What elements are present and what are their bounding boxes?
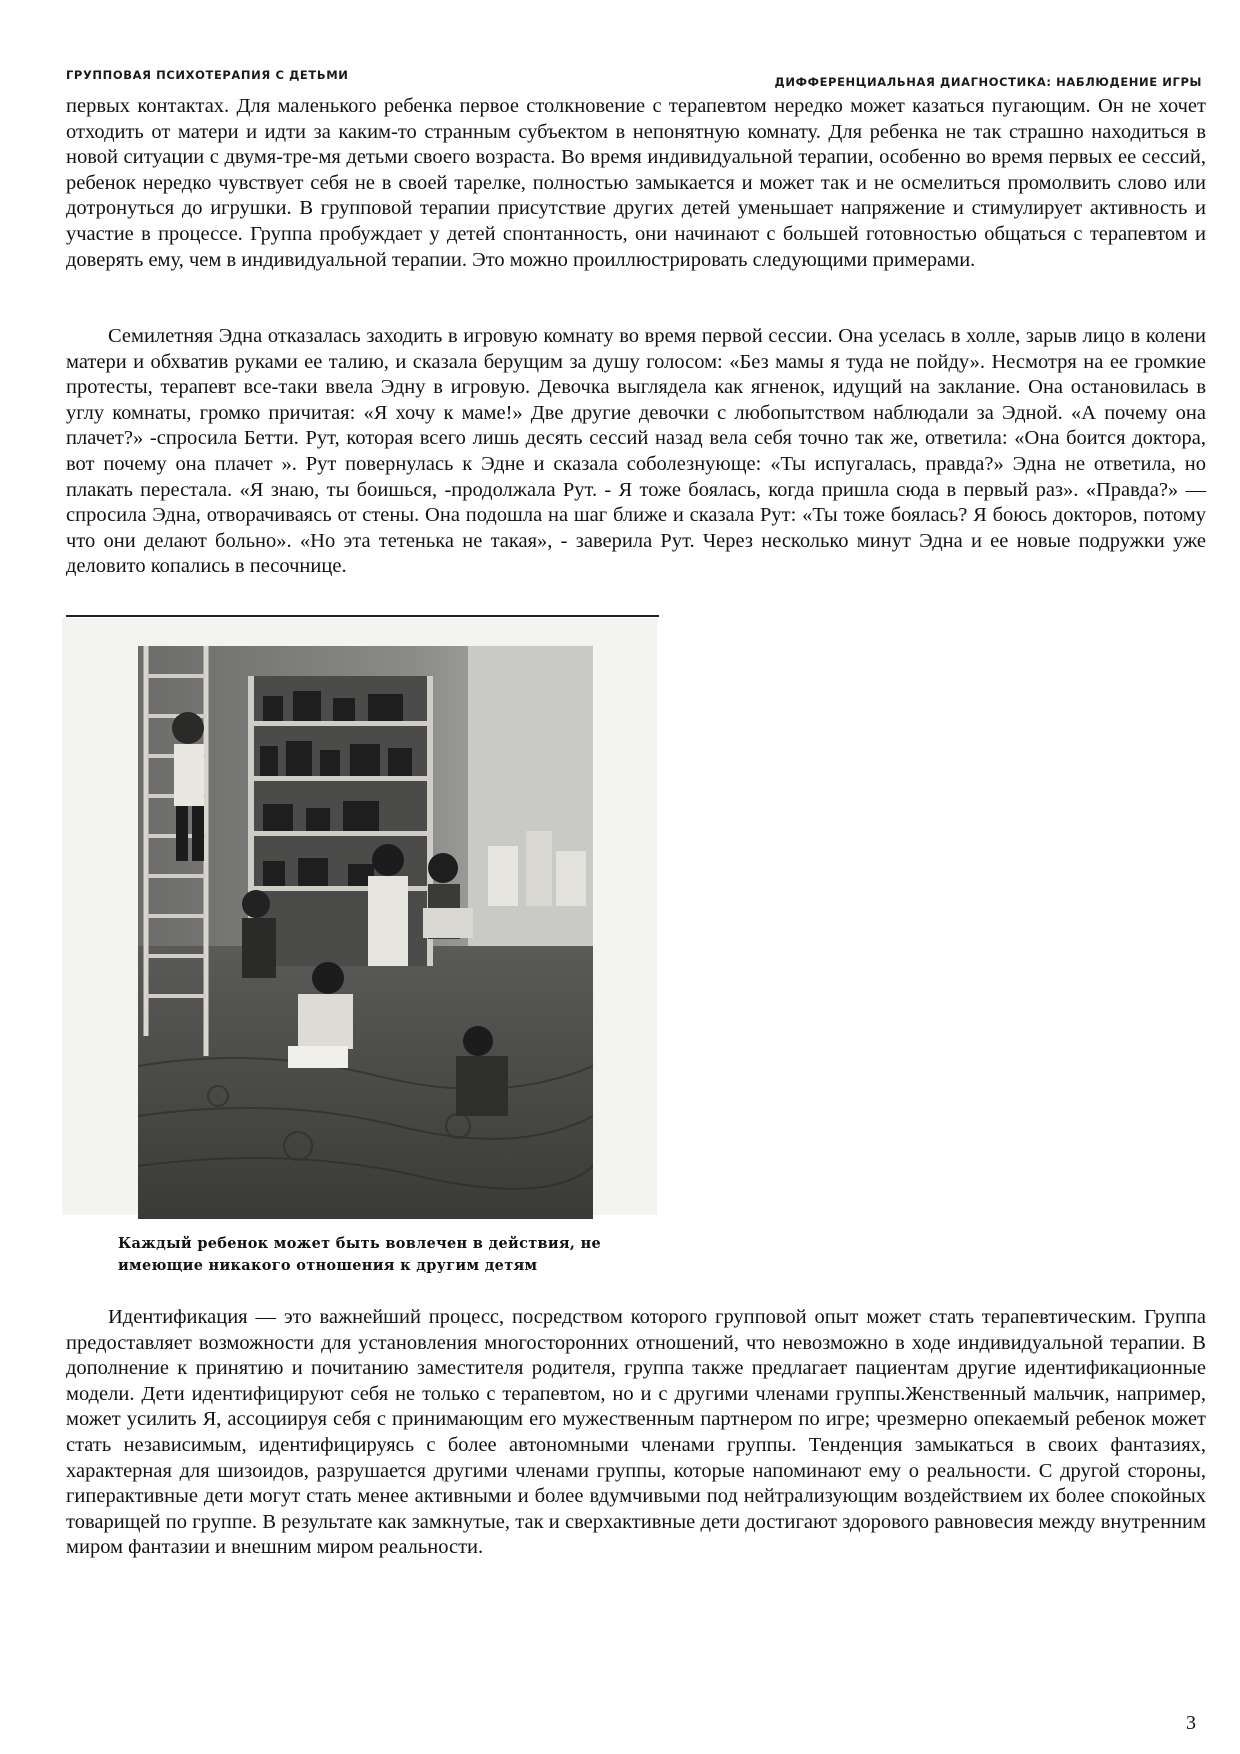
body-paragraph: Семилетняя Эдна отказалась заходить в игровую комнату во время первой сессии. Она уселась в холле, зарыв лицо в колени матери и обхватив руками ее талию, и сказала берущим за душу голосом: «Без мамы я туда не пойду». Несмотря на ее громкие протесты, терапевт все-таки ввела Эдну в игровую. Девочка выглядела как ягненок, идущий на заклание. Она остановилась в углу комнаты, громко причитая: «Я хочу к маме!» Две другие девочки с любопытством наблюдали за Эдной. «А почему она плачет?» -спросила Бетти. Рут, которая всего лишь десять сессий назад вела себя точно так же, ответила: «Она боится доктора, вот почему она плачет ». Рут повернулась к Эдне и сказала соболезнующе: «Ты испугалась, правда?» Эдна не ответила, но плакать перестала. «Я знаю, ты боишься, -продолжала Рут. - Я тоже боялась, когда пришла сюда в первый раз». «Правда?» — спросила Эдна, отворачиваясь от стены. Она подошла на шаг ближе и сказала Рут: «Ты тоже боялась? Я боюсь докторов, потому что они делают больно». «Но эта тетенька не такая», - заверила Рут. Через несколько минут Эдна и ее новые подружки уже деловито копались в песочнице. [66, 325, 1206, 578]
body-paragraph: Идентификация — это важнейший процесс, посредством которого групповой опыт может стать терапевтическим. Группа предоставляет возможности для установления многосторонних отношений, что невозможно в ходе индивидуальной терапии. В дополнение к принятию и почитанию заместителя родителя, группа также предлагает пациентам другие идентификационные модели. Дети идентифицируют себя не только с терапевтом, но и с другими членами группы.Женственный мальчик, например, может усилить Я, ассоциируя себя с принимающим его мужественным партнером по игре; чрезмерно опекаемый ребенок может стать независимым, идентифицируясь с более автономными членами группы. Тенденция замыкаться в своих фантазиях, характерная для шизоидов, разрушается другими членами группы, которые напоминают ему о реальности. С другой стороны, гиперактивные дети могут стать менее активными и более вдумчивыми под нейтрализующим воздействием их более спокойных товарищей по группе. В результате как замкнутые, так и сверхактивные дети достигают здорового равновесия между внутренним миром фантазии и внешним миром реальности. [66, 1306, 1206, 1559]
running-head-right: ДИФФЕРЕНЦИАЛЬНАЯ ДИАГНОСТИКА: НАБЛЮДЕНИЕ ИГРЫ [774, 75, 1202, 89]
playroom-photo-illustration [138, 646, 593, 1219]
figure-caption: Каждый ребенок может быть вовлечен в действия, не имеющие никакого отношения к другим детям [118, 1235, 602, 1274]
section-divider [66, 615, 659, 617]
running-head-left: ГРУППОВАЯ ПСИХОТЕРАПИЯ С ДЕТЬМИ [66, 68, 349, 82]
page-number: 3 [1186, 1712, 1196, 1734]
playroom-photo [138, 646, 593, 1219]
body-paragraph: первых контактах. Для маленького ребенка первое столкновение с терапевтом нередко может казаться пугающим. Он не хочет отходить от матери и идти за каким-то странным субъектом в непонятную комнату. Для ребенка не так страшно находиться в новой ситуации с двумя-тре-мя детьми своего возраста. Во время индивидуальной терапии, особенно во время первых ее сессий, ребенок нередко чувствует себя не в своей тарелке, полностью замыкается и может так и не осмелиться промолвить слово или дотронуться до игрушки. В групповой терапии присутствие других детей уменьшает напряжение и стимулирует активность и участие в процессе. Группа пробуждает у детей спонтанность, они начинают с большей готовностью общаться с терапевтом и доверять ему, чем в индивидуальной терапии. Это можно проиллюстрировать следующими примерами. [66, 95, 1206, 271]
